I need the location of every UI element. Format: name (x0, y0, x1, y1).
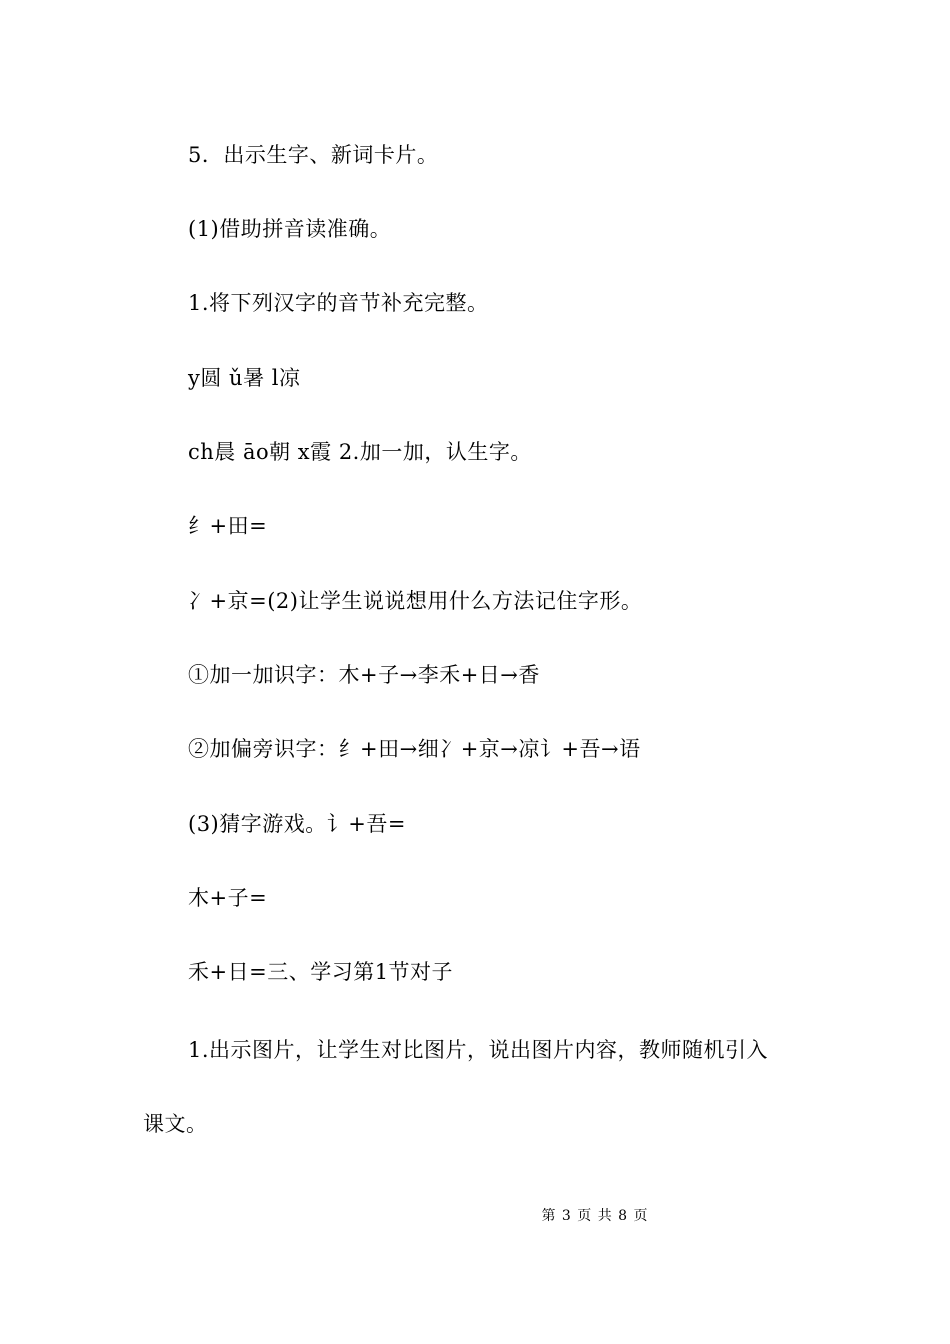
text-line-10: (3)猜字游戏。讠+吾= (188, 812, 406, 836)
text-line-9: ②加偏旁识字：纟+田→细冫+京→凉讠+吾→语 (188, 737, 641, 761)
text-line-1: 5．出示生字、新词卡片。 (188, 143, 439, 167)
text-line-2: (1)借助拼音读准确。 (188, 217, 392, 241)
page-footer: 第 3 页 共 8 页 (541, 1208, 649, 1224)
text-line-6: 纟+田= (188, 514, 268, 538)
text-line-4: y圆 ǔ暑 l凉 (188, 366, 301, 390)
text-line-14: 课文。 (143, 1112, 208, 1136)
text-line-8: ①加一加识字：木+子→李禾+日→香 (188, 663, 540, 687)
text-line-3: 1.将下列汉字的音节补充完整。 (188, 291, 489, 315)
text-line-7: 冫+京=(2)让学生说说想用什么方法记住字形。 (188, 589, 643, 613)
text-line-13: 1.出示图片，让学生对比图片，说出图片内容，教师随机引入 (188, 1038, 769, 1062)
text-line-11: 木+子= (188, 886, 268, 910)
text-line-5: ch晨 āo朝 x霞 2.加一加，认生字。 (188, 440, 532, 464)
text-line-12: 禾+日=三、学习第1节对子 (188, 960, 454, 984)
